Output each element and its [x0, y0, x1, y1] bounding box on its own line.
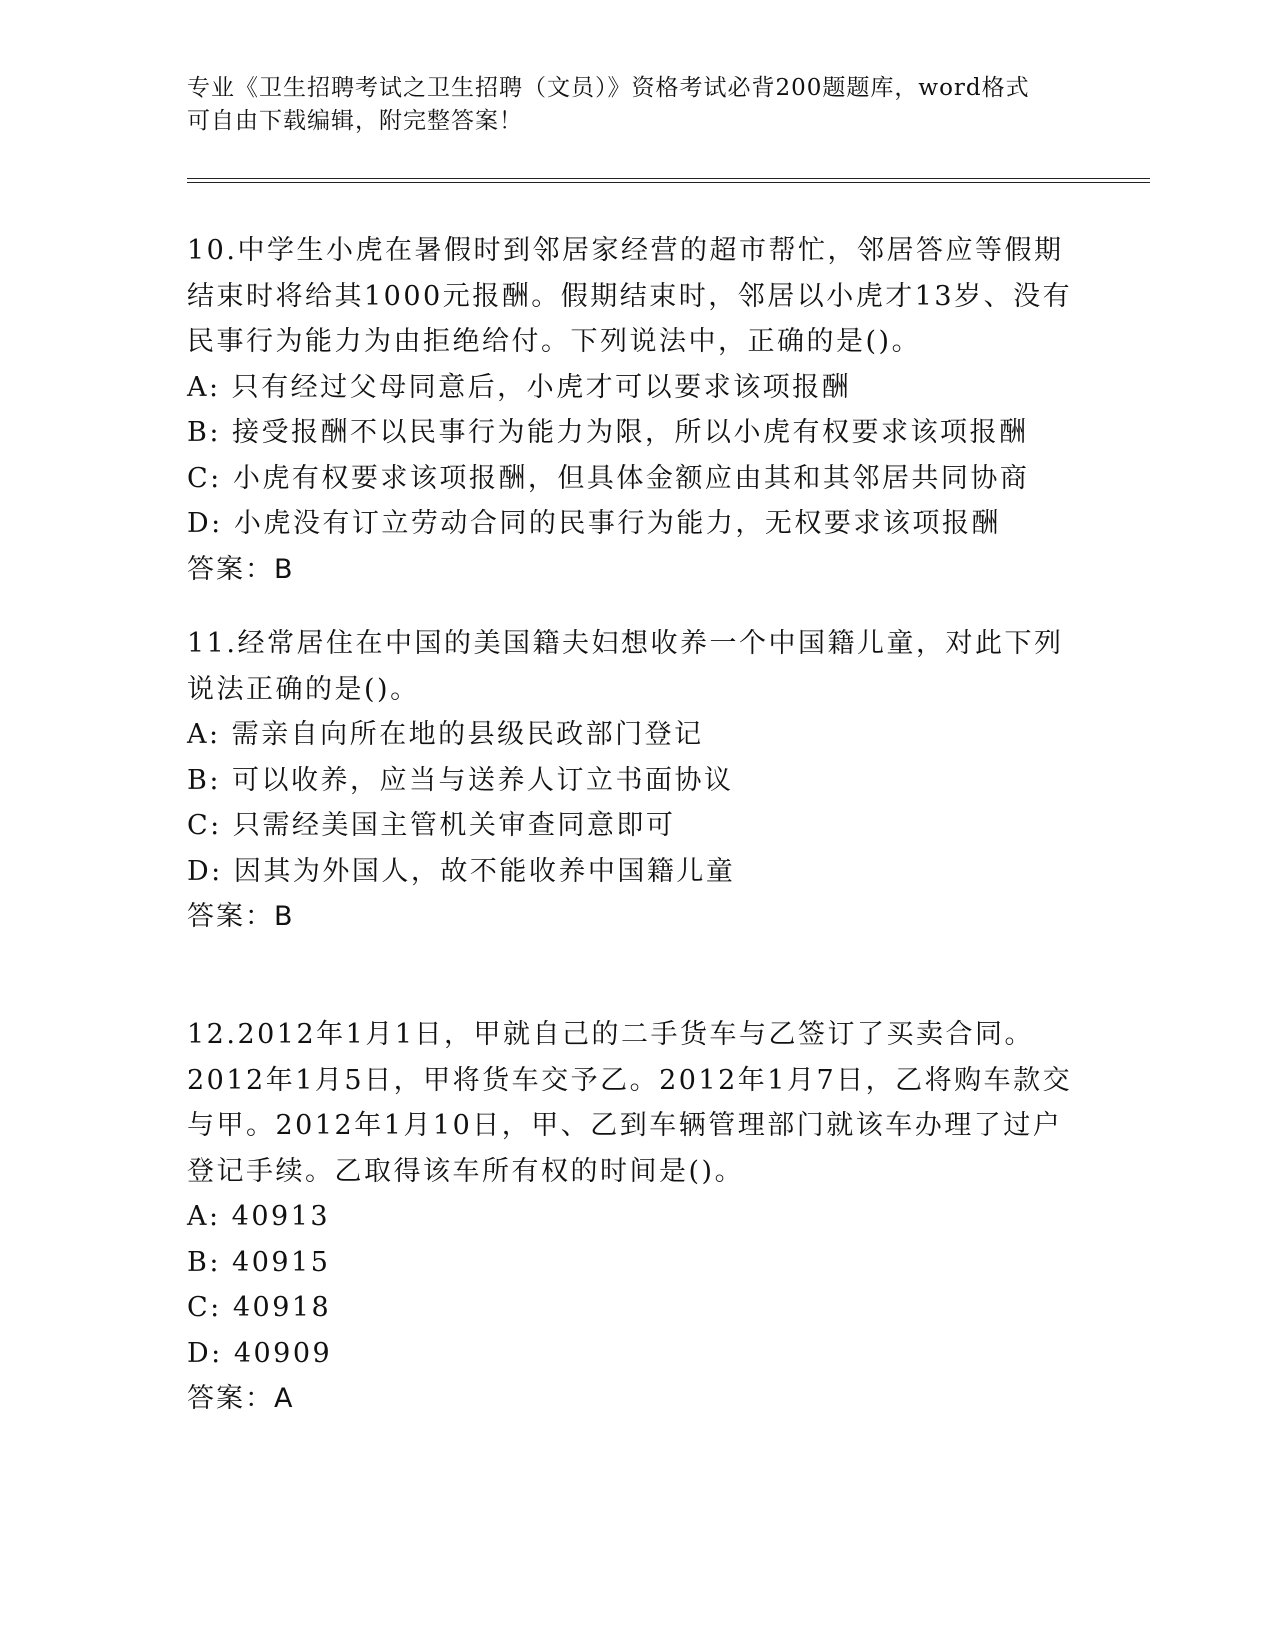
- option-d: D: 40909: [187, 1337, 333, 1369]
- header-divider: [187, 178, 1150, 183]
- option-c: C: 小虎有权要求该项报酬，但具体金额应由其和其邻居共同协商: [187, 462, 1030, 494]
- option-b: B: 可以收养，应当与送养人订立书面协议: [187, 764, 734, 796]
- answer: 答案：B: [187, 553, 295, 585]
- option-a: A: 40913: [187, 1201, 331, 1232]
- answer: 答案：A: [187, 1383, 295, 1414]
- option-d: D: 小虎没有订立劳动合同的民事行为能力，无权要求该项报酬: [187, 508, 1001, 539]
- header-line-2: 可自由下载编辑，附完整答案！: [187, 108, 523, 134]
- question-stem: 10.中学生小虎在暑假时到邻居家经营的超市帮忙，邻居答应等假期结束时将给其1000元报酬。假期结束时，邻居以小虎才13岁、没有民事行为能力为由拒绝给付。下列说法中，正确的是()。: [187, 235, 1073, 357]
- option-b: B: 40915: [187, 1246, 331, 1278]
- document-header: [187, 72, 1087, 138]
- question-stem: 11.经常居住在中国的美国籍夫妇想收养一个中国籍儿童，对此下列说法正确的是()。: [187, 628, 1064, 705]
- option-d: D: 因其为外国人，故不能收养中国籍儿童: [187, 855, 736, 887]
- option-c: C: 只需经美国主管机关审查同意即可: [187, 810, 676, 841]
- header-line-1: 专业《卫生招聘考试之卫生招聘（文员）》资格考试必背200题题库，word格式: [187, 75, 1030, 101]
- question-10: [187, 228, 1087, 592]
- question-12: [187, 1012, 1087, 1422]
- question-11: [187, 621, 1087, 940]
- answer: 答案：B: [187, 901, 295, 932]
- question-stem: 12.2012年1月1日，甲就自己的二手货车与乙签订了买卖合同。2012年1月5日，甲将货车交予乙。2012年1月7日，乙将购车款交与甲。2012年1月10日，甲、乙到车辆管理部门就该车办理了过户登记手续。乙取得该车所有权的时间是()。: [187, 1019, 1073, 1187]
- option-a: A: 需亲自向所在地的县级民政部门登记: [187, 719, 704, 750]
- option-a: A: 只有经过父母同意后，小虎才可以要求该项报酬: [187, 371, 852, 403]
- option-c: C: 40918: [187, 1292, 332, 1323]
- option-b: B: 接受报酬不以民事行为能力为限，所以小虎有权要求该项报酬: [187, 417, 1029, 448]
